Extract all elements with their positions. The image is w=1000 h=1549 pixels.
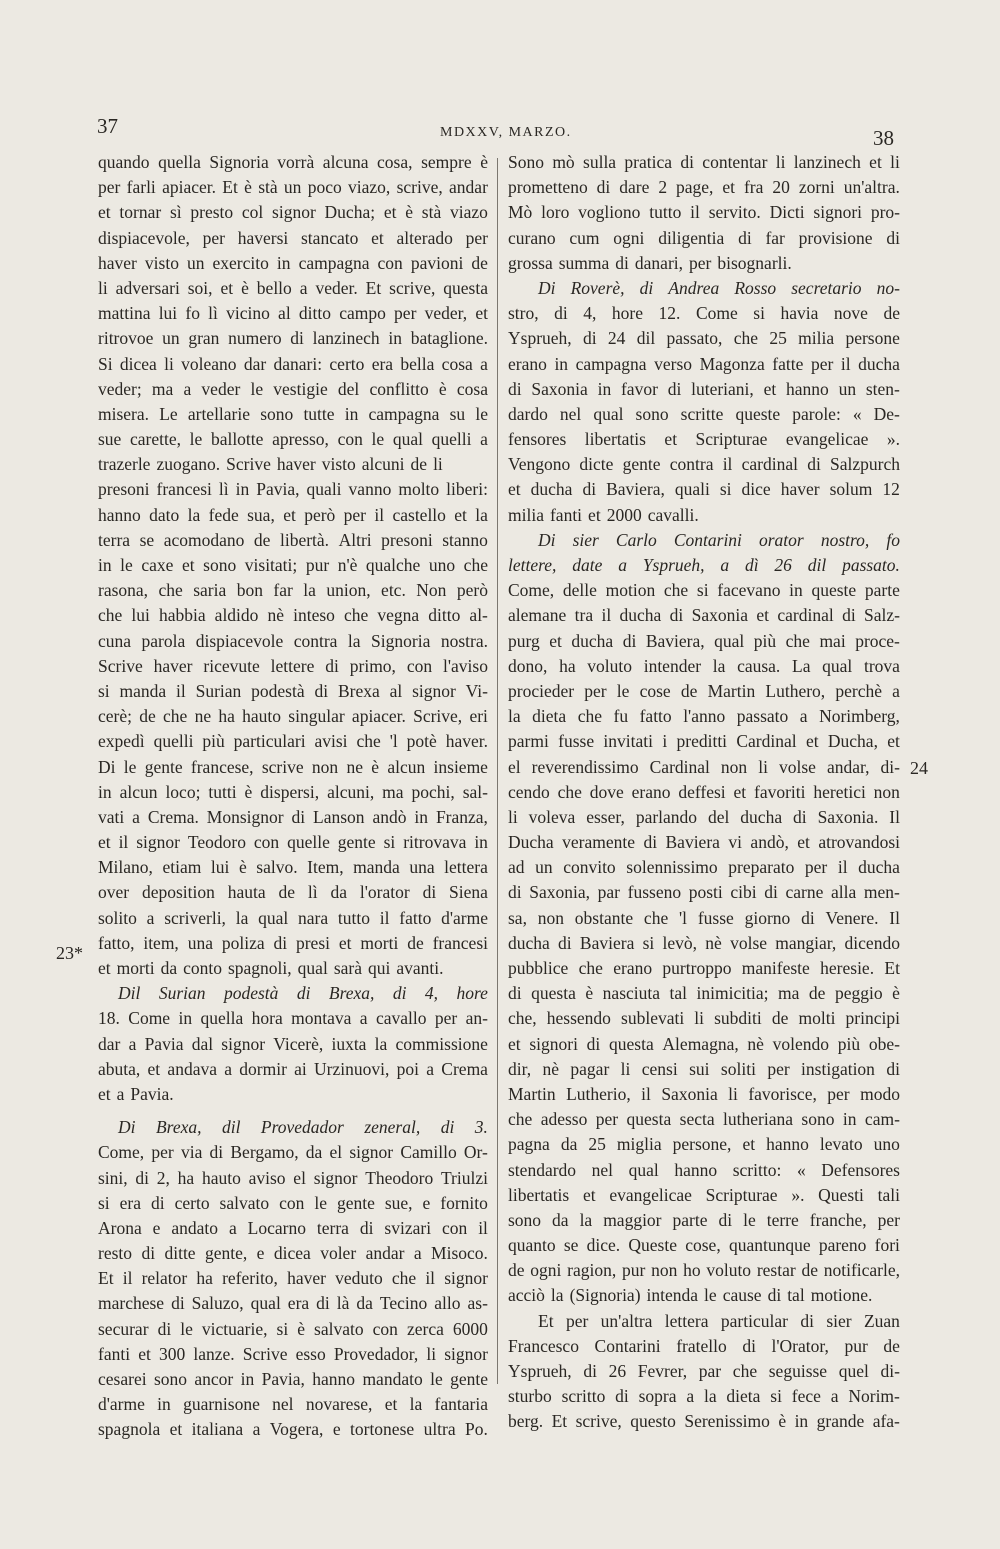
- text-line: dir, nè pagar li censi sui soliti per instigation di: [508, 1058, 900, 1079]
- text-line: cuna parola dispiacevole contra la Signoria nostra.: [98, 630, 488, 651]
- text-line: Di Brexa, dil Provedador zeneral, di 3.: [118, 1117, 488, 1138]
- column-divider: [497, 158, 498, 1384]
- text-line: acciò la (Signoria) intenda le cause di tal motione.: [508, 1285, 873, 1306]
- running-head: MDXXV, MARZO.: [440, 125, 572, 140]
- text-line: mattina lui fo lì vicino al ditto campo per veder, et: [98, 303, 488, 324]
- text-line: che adesso per questa secta lutheriana sono in cam-: [508, 1109, 900, 1130]
- text-line: dono, ha voluto intender la causa. La qual trova: [508, 655, 900, 676]
- text-line: terra se acomodano de libertà. Altri presoni stanno: [98, 529, 488, 550]
- text-line: Di Roverè, di Andrea Rosso secretario no-: [538, 277, 900, 298]
- text-line: cendo che dove erano deffesi et favoriti heretici non: [508, 781, 900, 802]
- text-line: quanto se dice. Queste cose, quantunque pareno fori: [508, 1235, 900, 1256]
- text-line: d'arme in guarnisone nel novarese, et la fantaria: [98, 1394, 488, 1415]
- text-line: Si dicea li voleano dar danari: certo era bella cosa a: [98, 353, 488, 374]
- text-line: di Saxonia, par fusseno posti cibi di carne alla men-: [508, 882, 900, 903]
- text-line: alemane tra il ducha di Saxonia et cardinal di Salz-: [508, 605, 900, 626]
- text-line: et tornar sì presto col signor Ducha; et è stà viazo: [98, 202, 488, 223]
- text-line: Et per un'altra lettera particular di sier Zuan: [538, 1310, 900, 1331]
- text-line: de ogni ragion, pur non ho voluto restar de notificarle,: [508, 1260, 900, 1281]
- right-page-number: 38: [873, 126, 894, 150]
- text-line: Come, delle motion che si facevano in queste parte: [508, 580, 900, 601]
- text-line: trazerle zuogano. Scrive haver visto alcuni de li: [98, 454, 443, 475]
- text-line: Et il relator ha referito, haver veduto che il signor: [98, 1268, 488, 1289]
- text-line: misera. Le artellarie sono tutte in campagna su le: [98, 403, 488, 424]
- text-line: abuta, et andava a dormir ai Urzinuovi, poi a Crema: [98, 1058, 488, 1079]
- text-line: Vengono dicte gente contra il cardinal di Salzpurch: [508, 454, 900, 475]
- text-line: Scrive haver ricevute lettere di primo, con l'aviso: [98, 655, 488, 676]
- text-line: cesarei sono ancor in Pavia, hanno mandato le gente: [98, 1369, 488, 1389]
- text-line: erano in campagna verso Magonza fatte per il ducha: [508, 353, 900, 374]
- text-line: vati a Crema. Monsignor di Lanson andò in Franza,: [98, 806, 488, 827]
- text-line: fatto, item, una poliza di presi et morti de francesi: [98, 932, 488, 953]
- text-line: di Saxonia in favor di luteriani, et hanno un sten-: [508, 378, 900, 399]
- text-line: milia fanti et 2000 cavalli.: [508, 504, 699, 525]
- text-line: di questa è nasciuta tal inimicitia; ma de peggio è: [508, 983, 900, 1004]
- text-line: libertatis et evangelicae Scripturae ». Questi tali: [508, 1184, 900, 1205]
- text-line: in le caxe et sono visitati; pur n'è qualche uno che: [98, 555, 488, 575]
- text-line: in alcun loco; tutti è dispersi, alcuni, ma pochi, sal-: [98, 781, 488, 802]
- text-line: ritrovoe un gran numero di lanzinech in bataglione.: [98, 328, 488, 349]
- text-line: si manda il Surian podestà di Brexa al signor Vi-: [98, 680, 488, 701]
- text-line: stro, di 4, hore 12. Come si havia nove de: [508, 303, 900, 324]
- left-column: [98, 150, 488, 1443]
- text-line: haver visto un exercito in campagna con pavioni de: [98, 252, 488, 273]
- text-line: sa, non obstante che 'l fusse giorno di Venere. Il: [508, 907, 900, 928]
- text-line: si era di certo salvato con le gente sue, e fornito: [98, 1192, 488, 1213]
- text-line: lettere, date a Ysprueh, a dì 26 dil passato.: [508, 555, 900, 575]
- text-line: marchese di Saluzo, qual era di là da Tecino allo as-: [98, 1293, 488, 1314]
- text-line: sono da la maggior parte di le terre franche, per: [508, 1209, 900, 1230]
- text-line: veder; ma a veder le vestigie del conflitto è cosa: [98, 378, 488, 399]
- text-line: Dil Surian podestà di Brexa, di 4, hore: [118, 983, 488, 1004]
- text-line: Di le gente francese, scrive non ne è alcun insieme: [98, 756, 488, 777]
- text-line: 18. Come in quella hora montava a cavallo per an-: [98, 1008, 488, 1029]
- text-line: resto di ditte gente, e dicea voler andar a Misoco.: [98, 1243, 488, 1264]
- text-line: et il signor Teodoro con quelle gente si ritrovava in: [98, 832, 488, 853]
- text-line: Martin Lutherio, il Saxonia li favorisce, per modo: [508, 1083, 900, 1104]
- text-line: Ysprueh, di 26 Fevrer, par che seguisse quel di-: [508, 1361, 900, 1381]
- text-line: Arona e andato a Locarno terra di svizari con il: [98, 1217, 488, 1238]
- text-line: Milano, etiam lui è salvo. Item, manda una lettera: [98, 857, 488, 878]
- text-line: el reverendissimo Cardinal non li volse andar, di-: [508, 756, 900, 777]
- text-line: dar a Pavia dal signor Vicerè, iuxta la commissione: [98, 1033, 488, 1054]
- text-line: presoni francesi lì in Pavia, quali vanno molto liberi:: [98, 479, 488, 500]
- text-line: procieder per le cose de Martin Luthero, perchè a: [508, 680, 900, 701]
- text-line: Mò loro vogliono tutto il servito. Dicti signori pro-: [508, 202, 900, 223]
- text-line: over deposition hauta de lì da l'orator di Siena: [98, 882, 488, 903]
- margin-note-left: 23*: [56, 943, 83, 963]
- text-line: Di sier Carlo Contarini orator nostro, fo: [538, 529, 900, 550]
- text-line: sue carette, le ballotte apresso, con le qual quelli a: [98, 429, 488, 450]
- text-line: et a Pavia.: [98, 1083, 174, 1104]
- left-page-number: 37: [97, 114, 118, 138]
- text-line: pagna da 25 miglia persone, et hanno levato uno: [508, 1134, 900, 1155]
- text-line: li adversari soi, et è bello a veder. Et scrive, questa: [98, 277, 488, 298]
- text-line: et ducha di Baviera, quali si dice haver solum 12: [508, 479, 900, 500]
- text-line: et signori di questa Alemagna, nè volendo più obe-: [508, 1033, 900, 1054]
- text-line: Ysprueh, di 24 dil passato, che 25 milia persone: [508, 328, 900, 349]
- text-line: hanno dato la fede sua, et però per il castello et la: [98, 504, 488, 525]
- text-line: rasona, che saria bon far la union, etc. Non però: [98, 580, 488, 601]
- text-line: fensores libertatis et Scripturae evangelicae ».: [508, 429, 900, 450]
- text-line: curano cum ogni diligentia di far provisione di: [508, 227, 900, 248]
- text-line: pubblice che erano purtroppo manifeste heresie. Et: [508, 958, 900, 978]
- text-line: Sono mò sulla pratica di contentar li lanzinech et li: [508, 152, 900, 172]
- text-line: sini, di 2, ha hauto aviso el signor Theodoro Triulzi: [98, 1167, 488, 1188]
- text-line: Ducha veramente di Baviera vi andò, et atrovandosi: [508, 832, 900, 853]
- text-line: dardo nel qual sono scritte queste parole: « De-: [508, 403, 900, 424]
- text-line: et morti da conto spagnoli, qual sarà qui avanti.: [98, 958, 444, 978]
- text-line: fanti et 300 lanze. Scrive esso Provedador, li signor: [98, 1343, 488, 1364]
- text-line: purg et ducha di Baviera, qual più che mai proce-: [508, 630, 900, 651]
- text-line: Francesco Contarini fratello di l'Orator, pur de: [508, 1335, 900, 1356]
- text-line: quando quella Signoria vorrà alcuna cosa, sempre è: [98, 152, 488, 172]
- margin-note-right: 24: [910, 758, 928, 778]
- text-line: ad un convito solennissimo preparato per il ducha: [508, 857, 900, 878]
- text-line: Come, per via di Bergamo, da el signor Camillo Or-: [98, 1142, 488, 1163]
- text-line: cerè; de che ne ha hauto singular apiacer. Scrive, eri: [98, 706, 488, 727]
- text-line: per farli apiacer. Et è stà un poco viazo, scrive, andar: [98, 177, 488, 198]
- text-line: li voleva esser, parlando del ducha di Saxonia. Il: [508, 806, 900, 827]
- text-line: prometteno di dare 2 page, et fra 20 zorni un'altra.: [508, 177, 900, 198]
- text-line: expedì quelli più particulari avisi che 'l potè haver.: [98, 731, 488, 752]
- text-line: ducha di Baviera si levò, nè volse mangiar, dicendo: [508, 932, 900, 953]
- text-line: spagnola et italiana a Vogera, e tortonese ultra Po.: [98, 1419, 488, 1440]
- text-line: grossa summa di danari, per bisognarli.: [508, 252, 792, 273]
- text-line: solito a scriverli, la qual nara tutto il fatto d'arme: [98, 907, 488, 928]
- text-line: stendardo nel qual hanno scritto: « Defensores: [508, 1159, 900, 1180]
- text-line: che lui habbia aldido nè inteso che vegna ditto al-: [98, 605, 488, 626]
- right-column: [508, 150, 900, 1435]
- text-line: securar di le victuarie, si è salvato con zerca 6000: [98, 1318, 488, 1339]
- text-line: parmi fusse invitati i preditti Cardinal et Ducha, et: [508, 731, 900, 752]
- text-line: dispiacevole, per haversi stancato et alterado per: [98, 227, 488, 248]
- text-line: la dieta che fu fatto l'anno passato a Norimberg,: [508, 706, 900, 727]
- text-line: berg. Et scrive, questo Serenissimo è in grande afa-: [508, 1411, 900, 1432]
- text-line: sturbo scritto di sopra a la dieta si fece a Norim-: [508, 1386, 900, 1407]
- text-line: che, hessendo sublevati li subditi de molti principi: [508, 1008, 900, 1029]
